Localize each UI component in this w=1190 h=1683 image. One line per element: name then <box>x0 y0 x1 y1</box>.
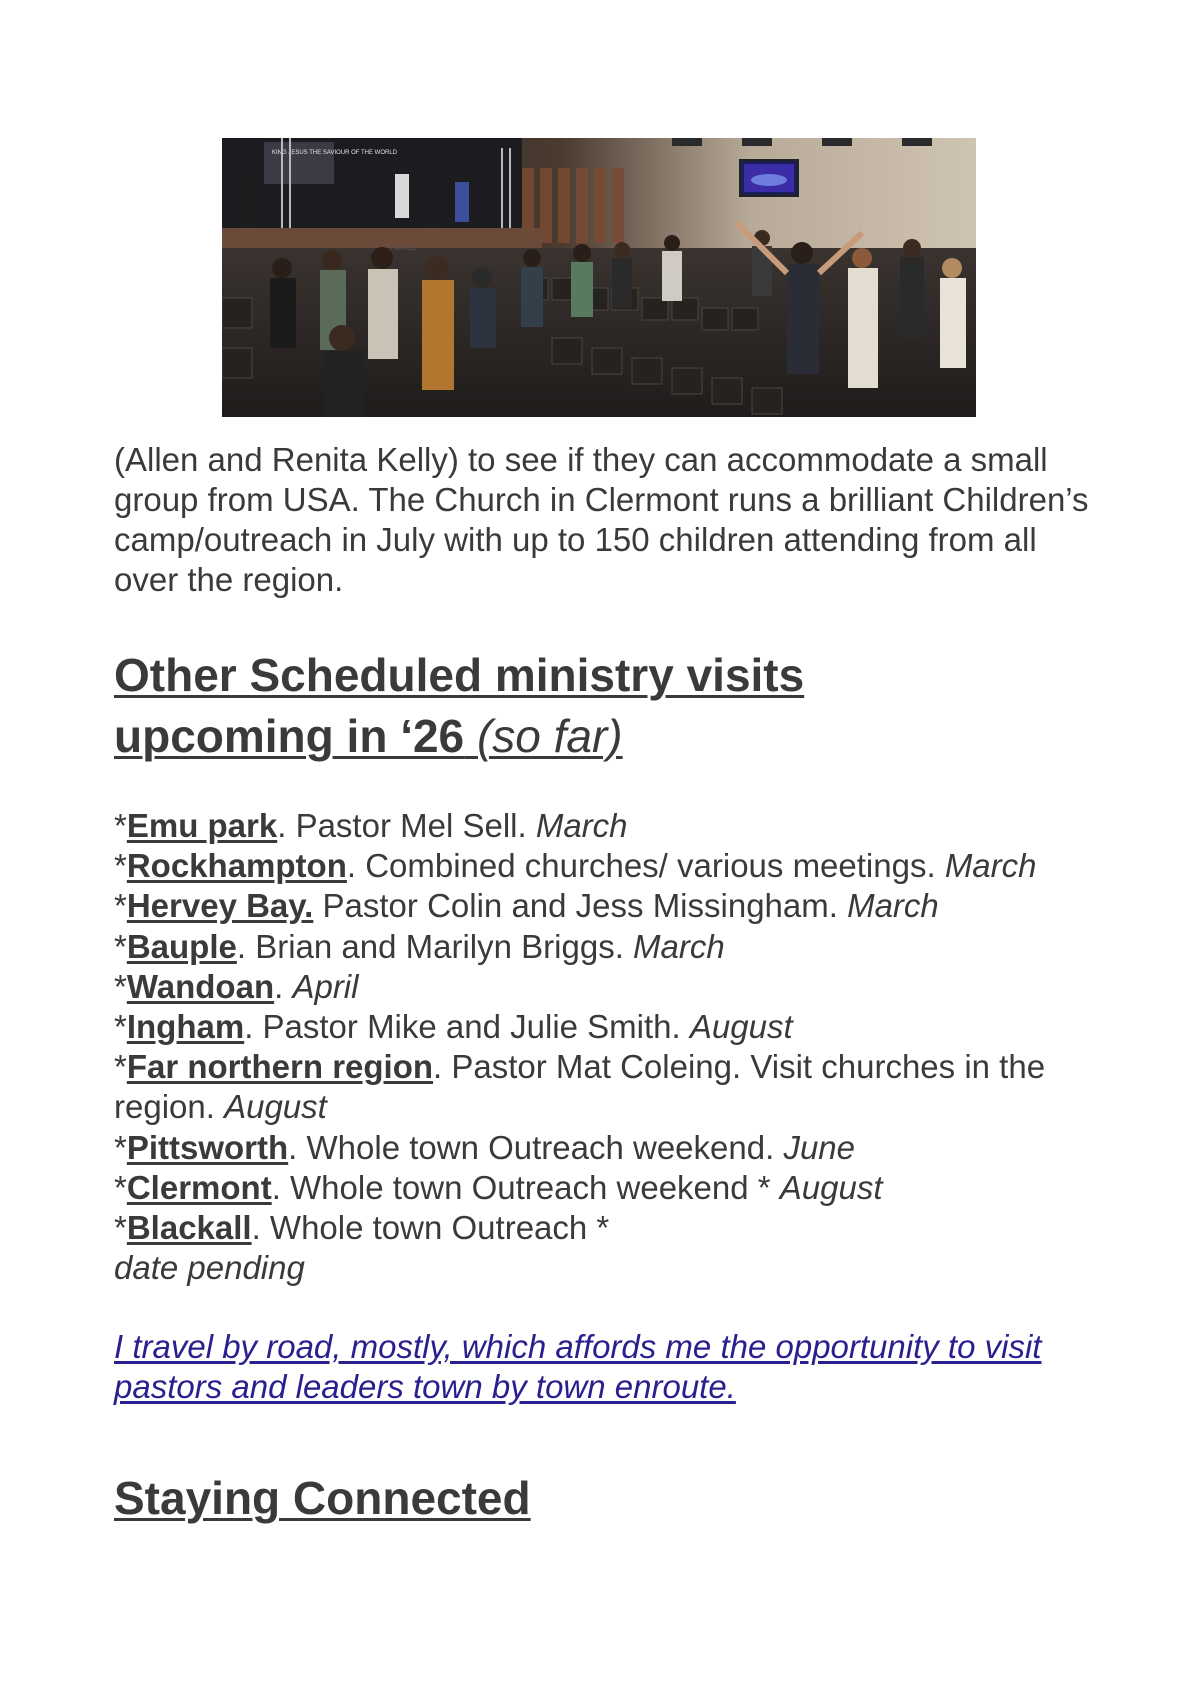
visit-month: August <box>779 1168 883 1206</box>
visit-star: * <box>114 847 127 885</box>
visit-place: Hervey Bay. <box>126 887 314 925</box>
visit-detail: . Pastor Mat Coleing. Visit churches in the region. <box>114 1048 1046 1126</box>
visit-place: Pittsworth <box>126 1128 289 1166</box>
visit-item <box>114 1208 1094 1288</box>
visit-place: Blackall <box>126 1209 252 1247</box>
visit-detail: . Brian and Marilyn Briggs. <box>236 927 634 965</box>
visit-place: Bauple <box>126 927 237 965</box>
worship-service-photo <box>222 138 976 417</box>
visit-month: March <box>535 807 628 844</box>
visits-list <box>114 806 1094 1288</box>
visit-star: * <box>114 1128 127 1166</box>
schedule-heading <box>114 645 804 767</box>
visit-item <box>114 1007 1094 1047</box>
banner-text: KING JESUS THE SAVIOUR OF THE WORLD <box>272 150 398 156</box>
visit-star: * <box>114 1168 127 1206</box>
visit-month: August <box>689 1008 793 1046</box>
intro-paragraph: (Allen and Renita Kelly) to see if they can accommodate a small group from USA. The Church in Clermont runs a brilliant Children’s camp/outreach in July with up to 150 children attending from all over the region. <box>114 441 1089 598</box>
visit-star: * <box>114 967 127 1005</box>
visit-month: March <box>633 927 725 965</box>
schedule-heading-line2: upcoming in ‘26 <box>114 710 465 762</box>
content <box>114 440 1094 1524</box>
schedule-heading-aside: (so far) <box>476 710 623 762</box>
visit-detail: . Pastor Mel Sell. <box>277 807 536 844</box>
visit-item <box>114 846 1094 886</box>
visit-item <box>114 806 1094 846</box>
visit-place: Clermont <box>126 1168 272 1206</box>
visit-item <box>114 1047 1094 1127</box>
visit-month: April <box>292 967 359 1005</box>
visit-star: * <box>114 887 127 925</box>
visit-detail: . Whole town Outreach weekend. <box>288 1128 784 1166</box>
visit-month: March <box>944 847 1037 885</box>
staying-connected-heading: Staying Connected <box>114 1472 531 1524</box>
visit-place: Rockhampton <box>126 847 347 885</box>
visit-detail: . <box>274 967 293 1005</box>
visit-place: Emu park <box>126 807 278 844</box>
photo-illustration <box>222 138 976 417</box>
visit-item <box>114 927 1094 967</box>
visit-detail: Pastor Colin and Jess Missingham. <box>313 887 848 925</box>
visit-item <box>114 1128 1094 1168</box>
visit-month: March <box>847 887 939 925</box>
visit-detail: . Combined churches/ various meetings. <box>346 847 945 885</box>
schedule-heading-line1: Other Scheduled ministry visits <box>114 649 805 701</box>
visit-item <box>114 1168 1094 1208</box>
shirt-text: PALACE <box>390 245 418 252</box>
visit-month: date pending <box>114 1249 305 1287</box>
visit-item <box>114 967 1094 1007</box>
visit-month: August <box>224 1088 327 1126</box>
visit-place: Far northern region <box>126 1048 434 1086</box>
visit-star: * <box>114 927 127 965</box>
visit-star: * <box>114 1048 127 1086</box>
visit-detail: . Whole town Outreach weekend * <box>271 1168 780 1206</box>
visit-detail: . Pastor Mike and Julie Smith. <box>244 1008 690 1046</box>
visit-item <box>114 886 1094 926</box>
visit-star: * <box>114 1008 127 1046</box>
visit-place: Ingham <box>126 1008 245 1046</box>
visit-star: * <box>114 1209 127 1247</box>
travel-note-link[interactable]: I travel by road, mostly, which affords me the opportunity to visit pastors and leaders town by town enroute. <box>114 1328 1042 1405</box>
visit-place: Wandoan <box>126 967 275 1005</box>
visit-detail: . Whole town Outreach * <box>251 1209 610 1247</box>
visit-star: * <box>114 807 127 844</box>
visit-month: June <box>783 1128 855 1166</box>
